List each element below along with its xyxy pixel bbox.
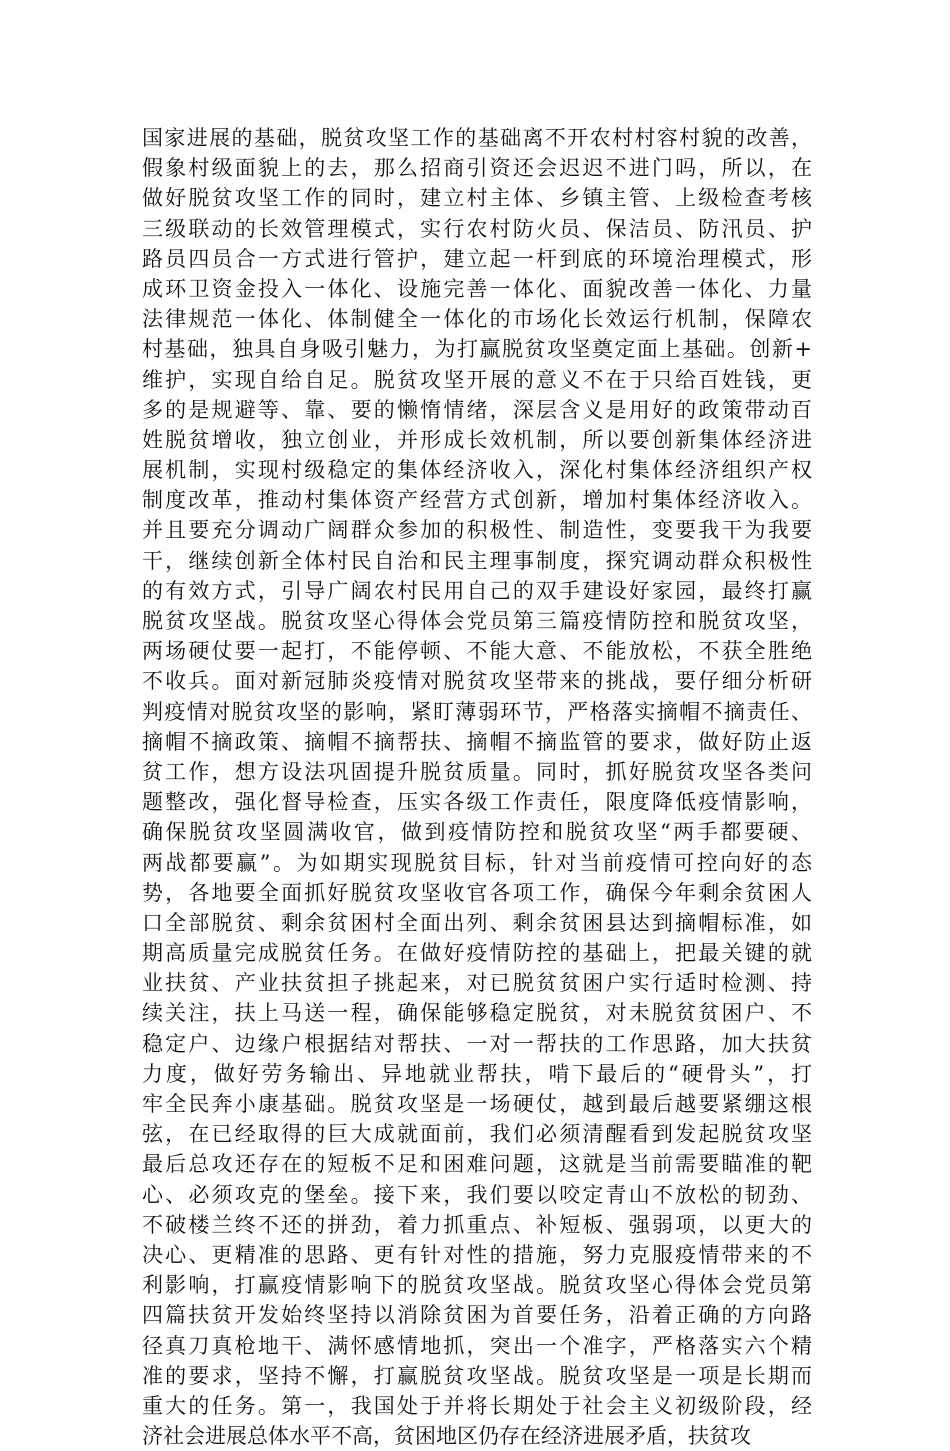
document-body xyxy=(142,123,812,1451)
text-line: 不破楼兰终不还的拼劲，着力抓重点、补短板、强弱项，以更大的 xyxy=(142,1212,812,1237)
text-line: 稳定户、边缘户根据结对帮扶、一对一帮扶的工作思路，加大扶贫 xyxy=(142,1031,812,1056)
text-line: 的有效方式，引导广阔农村民用自己的双手建设好家园，最终打赢 xyxy=(142,578,812,603)
text-line: 径真刀真枪地干、满怀感情地抓，突出一个准字，严格落实六个精 xyxy=(142,1333,812,1358)
text-line: 四篇扶贫开发始终坚持以消除贫困为首要任务，沿着正确的方向路 xyxy=(142,1303,812,1328)
text-line: 成环卫资金投入一体化、设施完善一体化、面貌改善一体化、力量 xyxy=(142,276,812,301)
text-line: 脱贫攻坚战。脱贫攻坚心得体会党员第三篇疫情防控和脱贫攻坚， xyxy=(142,609,812,633)
text-line: 做好脱贫攻坚工作的同时，建立村主体、乡镇主管、上级检查考核 xyxy=(142,186,812,211)
text-line: 制度改革，推动村集体资产经营方式创新，增加村集体经济收入。 xyxy=(142,488,812,513)
text-line: 准的要求，坚持不懈，打赢脱贫攻坚战。脱贫攻坚是一项是长期而 xyxy=(142,1363,812,1388)
text-line: 贫工作，想方设法巩固提升脱贫质量。同时，抓好脱贫攻坚各类问 xyxy=(142,759,812,784)
text-line: 决心、更精准的思路、更有针对性的措施，努力克服疫情带来的不 xyxy=(142,1242,812,1267)
text-line: 展机制，实现村级稳定的集体经济收入，深化村集体经济组织产权 xyxy=(142,458,812,483)
text-line: 路员四员合一方式进行管护，建立起一杆到底的环境治理模式，形 xyxy=(142,246,812,271)
text-line: 弦，在已经取得的巨大成就面前，我们必须清醒看到发起脱贫攻坚 xyxy=(142,1122,812,1147)
text-line: 两场硬仗要一起打，不能停顿、不能大意、不能放松，不获全胜绝 xyxy=(142,639,812,664)
text-line: 心、必须攻克的堡垒。接下来，我们要以咬定青山不放松的韧劲、 xyxy=(142,1182,812,1207)
text-line: 维护，实现自给自足。脱贫攻坚开展的意义不在于只给百姓钱，更 xyxy=(142,367,812,392)
text-line: 业扶贫、产业扶贫担子挑起来，对已脱贫贫困户实行适时检测、持 xyxy=(142,971,812,996)
text-line: 判疫情对脱贫攻坚的影响，紧盯薄弱环节，严格落实摘帽不摘责任、 xyxy=(142,699,812,724)
text-line: 续关注，扶上马送一程，确保能够稳定脱贫，对未脱贫贫困户、不 xyxy=(142,1001,812,1026)
text-line: 济社会进展总体水平不高，贫困地区仍存在经济进展矛盾，扶贫攻 xyxy=(142,1424,751,1449)
text-line: 口全部脱贫、剩余贫困村全面出列、剩余贫困县达到摘帽标准，如 xyxy=(142,910,812,935)
text-line: 村基础，独具自身吸引魅力，为打赢脱贫攻坚奠定面上基础。创新+ xyxy=(142,337,812,362)
text-line: 两战都要赢”。为如期实现脱贫目标，针对当前疫情可控向好的态 xyxy=(142,850,812,875)
text-line: 不收兵。面对新冠肺炎疫情对脱贫攻坚带来的挑战，要仔细分析研 xyxy=(142,669,812,694)
text-line: 利影响，打赢疫情影响下的脱贫攻坚战。脱贫攻坚心得体会党员第 xyxy=(142,1273,812,1298)
text-line: 牢全民奔小康基础。脱贫攻坚是一场硬仗，越到最后越要紧绷这根 xyxy=(142,1092,812,1116)
text-line: 法律规范一体化、体制健全一体化的市场化长效运行机制，保障农 xyxy=(142,307,812,332)
text-line: 力度，做好劳务输出、异地就业帮扶，啃下最后的“硬骨头”，打 xyxy=(142,1061,812,1086)
text-line: 姓脱贫增收，独立创业，并形成长效机制，所以要创新集体经济进 xyxy=(142,427,812,452)
text-line: 摘帽不摘政策、摘帽不摘帮扶、摘帽不摘监管的要求，做好防止返 xyxy=(142,729,812,754)
text-line: 确保脱贫攻坚圆满收官，做到疫情防控和脱贫攻坚“两手都要硬、 xyxy=(142,820,812,845)
text-line: 势，各地要全面抓好脱贫攻坚收官各项工作，确保今年剩余贫困人 xyxy=(142,880,812,905)
text-line: 干，继续创新全体村民自治和民主理事制度，探究调动群众积极性 xyxy=(142,548,812,573)
text-line: 多的是规避等、靠、要的懒惰情绪，深层含义是用好的政策带动百 xyxy=(142,397,812,422)
text-line: 并且要充分调动广阔群众参加的积极性、制造性，变要我干为我要 xyxy=(142,518,812,543)
text-line: 期高质量完成脱贫任务。在做好疫情防控的基础上，把最关键的就 xyxy=(142,941,812,966)
text-line: 三级联动的长效管理模式，实行农村防火员、保洁员、防汛员、护 xyxy=(142,216,812,241)
text-line: 题整改，强化督导检查，压实各级工作责任，限度降低疫情影响， xyxy=(142,790,812,815)
text-line: 重大的任务。第一，我国处于并将长期处于社会主义初级阶段，经 xyxy=(142,1393,812,1418)
text-line: 假象村级面貌上的去，那么招商引资还会迟迟不进门吗，所以，在 xyxy=(142,156,812,181)
text-line: 最后总攻还存在的短板不足和困难问题，这就是当前需要瞄准的靶 xyxy=(142,1152,812,1177)
text-line: 国家进展的基础，脱贫攻坚工作的基础离不开农村村容村貌的改善， xyxy=(142,126,812,150)
